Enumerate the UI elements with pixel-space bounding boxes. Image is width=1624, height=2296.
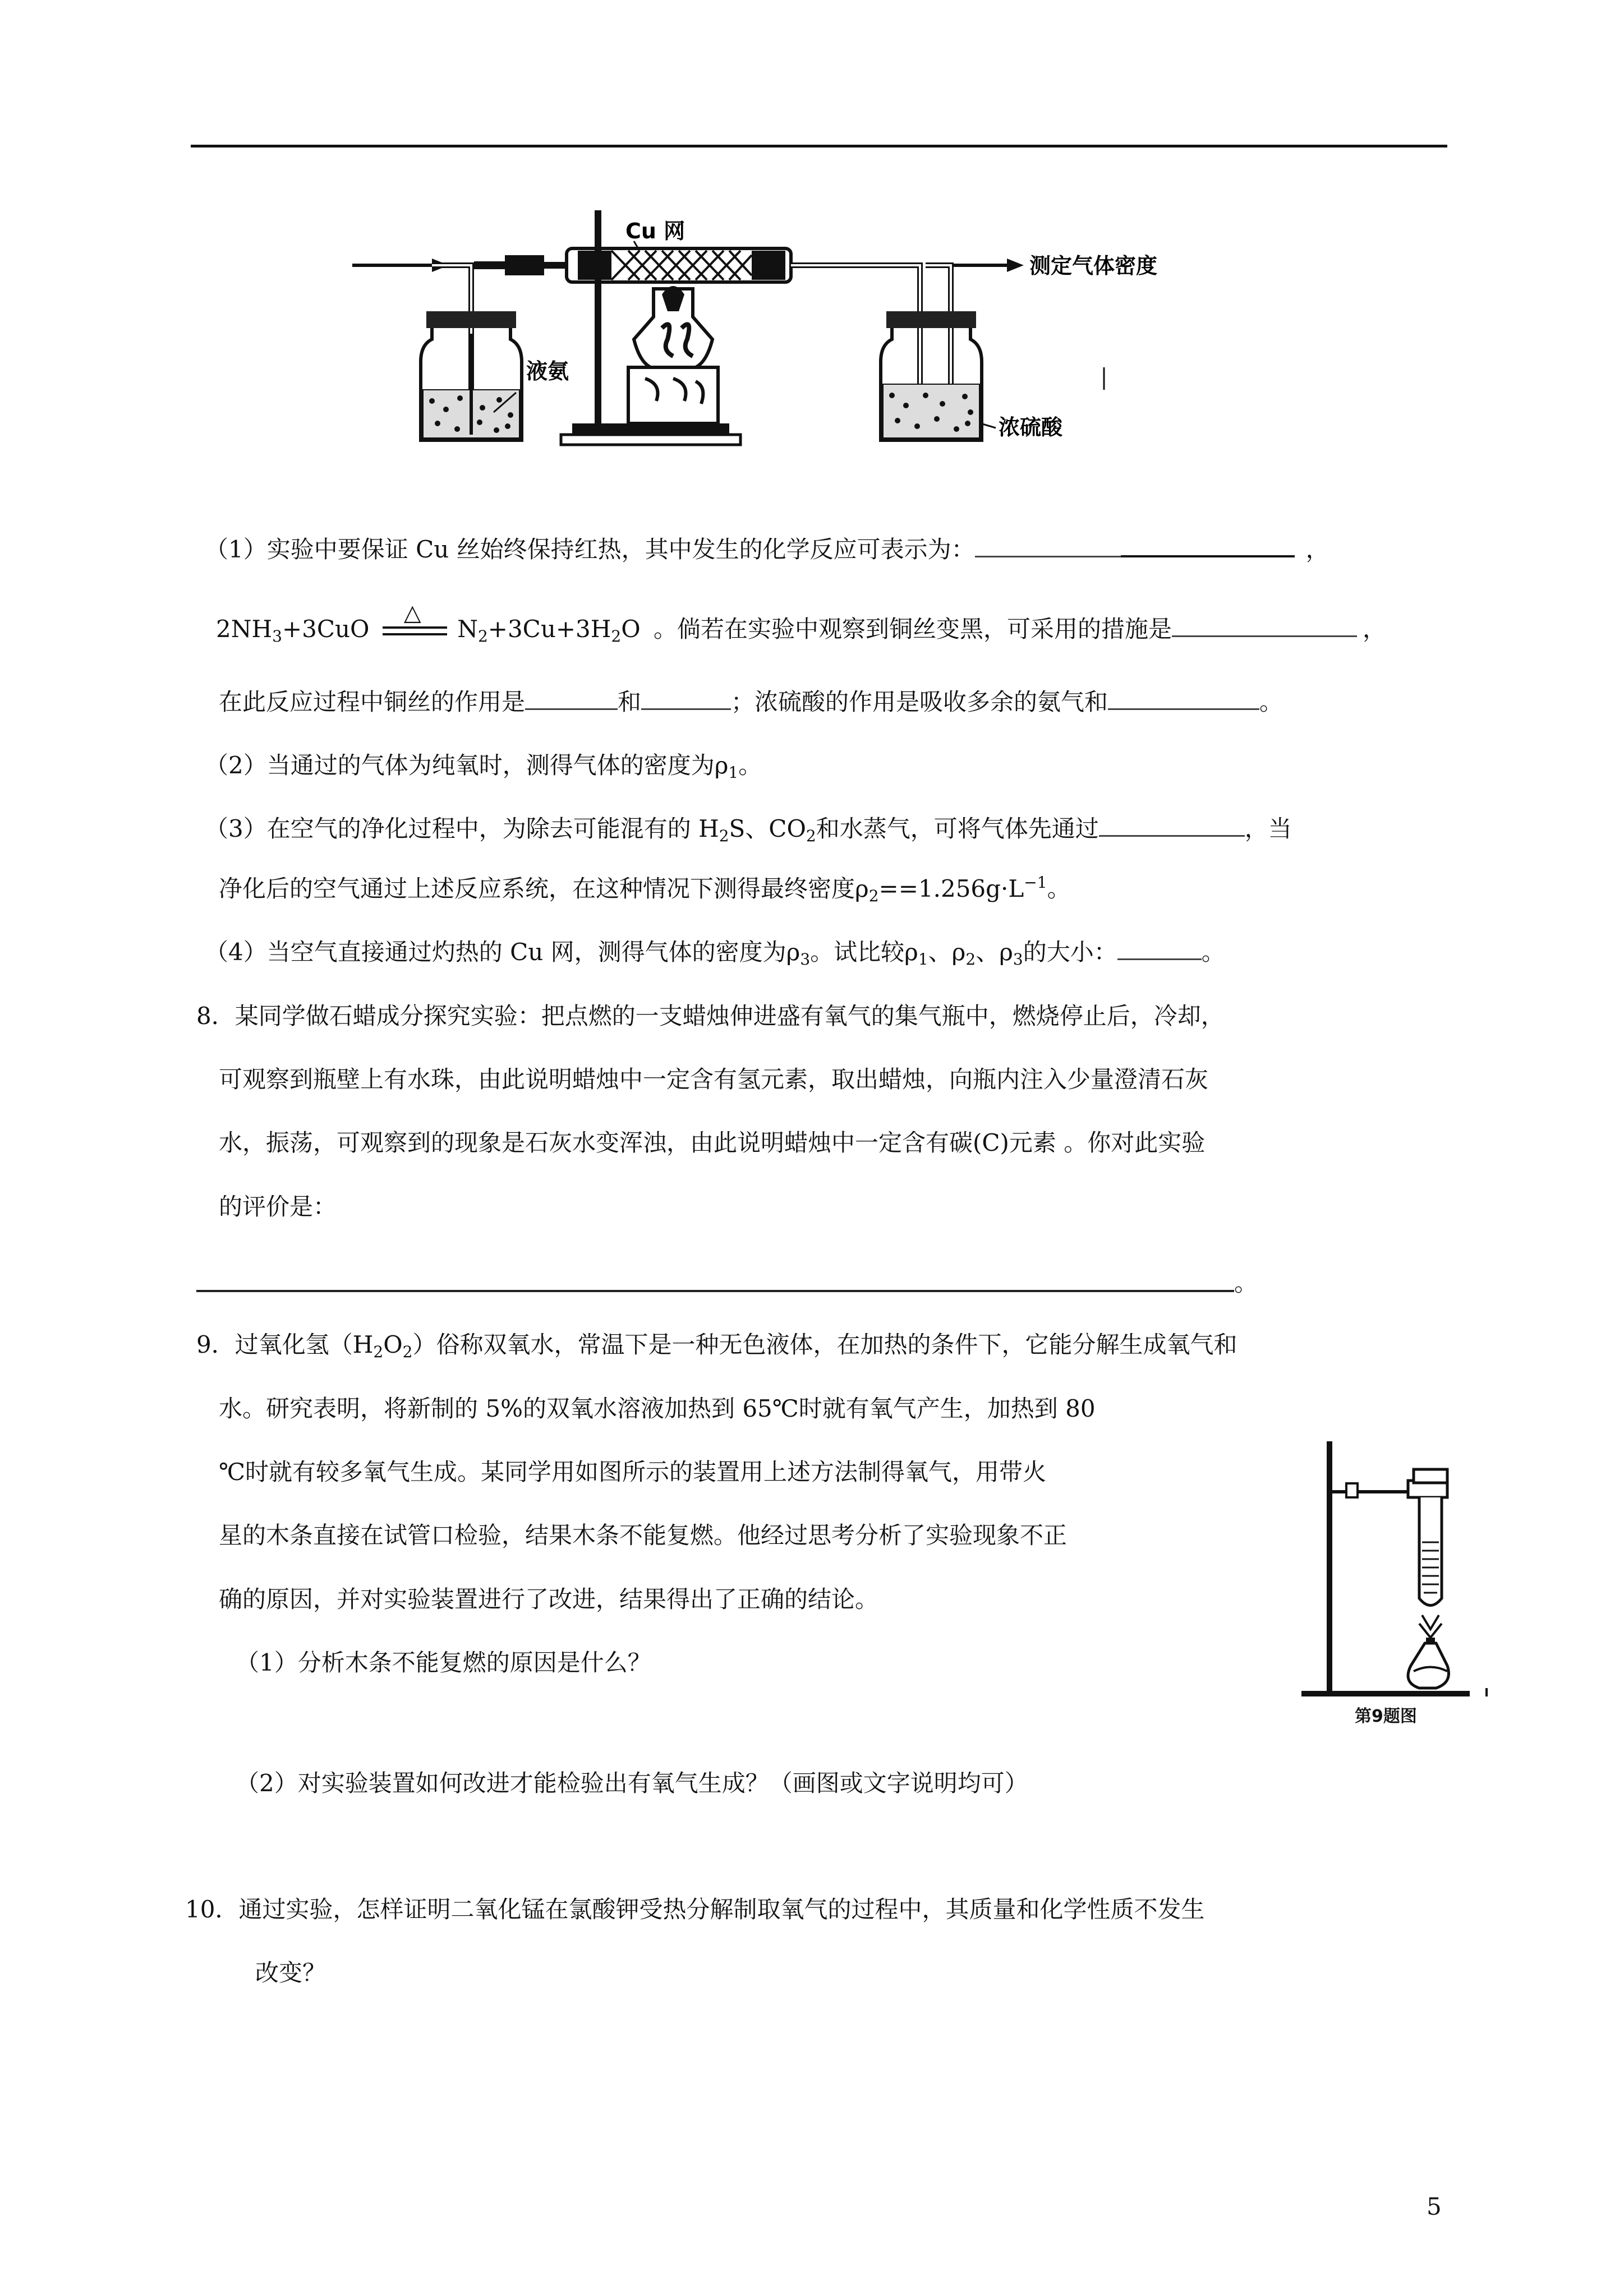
- q9-line1-sub2: 2: [402, 1343, 413, 1361]
- q7-part3-density-end: 。: [1047, 875, 1071, 902]
- q7-part3-line1: [205, 812, 1292, 846]
- q9-line4: 星的木条直接在试管口检验，结果木条不能复燃。他经过思考分析了实验现象不正: [219, 1522, 1068, 1549]
- q8-line2: 可观察到瓶壁上有水珠，由此说明蜡烛中一定含有氢元素，取出蜡烛，向瓶内注入少量澄清石灰: [219, 1066, 1209, 1093]
- q9-line1: [196, 1328, 1237, 1362]
- q9-line5: 确的原因，并对实验装置进行了改进，结果得出了正确的结论。: [219, 1585, 879, 1613]
- q7-part3-density-sub: 2: [868, 887, 879, 905]
- q7-part2-text: （2）当通过的气体为纯氧时，测得气体的密度为ρ: [205, 751, 729, 779]
- q7-part4-size: 的大小：: [1023, 938, 1117, 966]
- q7-part1-line3: [219, 685, 1283, 719]
- q7-part4: [205, 935, 1225, 969]
- q7-part4-sep1: 、ρ: [928, 938, 966, 966]
- q7-part2-sub: 1: [728, 763, 739, 782]
- q8-blank-end: 。: [1234, 1269, 1258, 1297]
- q9-line3: ℃时就有较多氧气生成。某同学用如图所示的装置用上述方法制得氧气，用带火: [219, 1458, 1046, 1486]
- apparatus-figure: [348, 199, 1158, 457]
- q9-line1-b: O: [383, 1331, 403, 1358]
- q7-part4-compare: 。试比较ρ: [810, 938, 918, 966]
- q7-part1-line3-end: 。: [1259, 688, 1283, 716]
- q7-part3-density-text: 净化后的空气通过上述反应系统，在这种情况下测得最终密度ρ: [219, 875, 869, 902]
- q7-part4-blank: [1117, 936, 1202, 960]
- q7-part3-text2: S、CO: [729, 815, 806, 842]
- q7-part1-equation-line: [216, 600, 1387, 648]
- q7-part4-sep2: 、ρ: [976, 938, 1013, 966]
- q7-part1-blank-role2: [641, 686, 731, 710]
- q7-part3-line2: [219, 872, 1071, 906]
- q8-line1: 8．某同学做石蜡成分探究实验：把点燃的一支蜡烛伸进盛有氧气的集气瓶中，燃烧停止后，冷却，: [196, 1002, 1225, 1030]
- q7-part1-sulfuric-text: ；浓硫酸的作用是吸收多余的氨气和: [731, 688, 1108, 716]
- q7-part1-blank-sulfuric: [1108, 686, 1259, 710]
- q7-part1-and: 和: [618, 688, 642, 716]
- q7-part3-density-sup: −1: [1024, 873, 1047, 892]
- q7-part1-blank-role1: [525, 686, 618, 710]
- q7-part1-blank-a: [975, 533, 1121, 557]
- q7-part1-blank-measure: [1172, 613, 1357, 637]
- label-cu-net: Cu 网: [625, 219, 686, 243]
- q9-line2: 水。研究表明，将新制的 5%的双氧水溶液加热到 65℃时就有氧气产生，加热到 80: [219, 1395, 1096, 1422]
- q9-line1-a: 9．过氧化氢（H: [196, 1331, 374, 1358]
- q9-sub1: （1）分析木条不能复燃的原因是什么？: [236, 1649, 651, 1676]
- q7-part2-end: 。: [738, 751, 762, 779]
- q7-part3-sub1: 2: [719, 827, 729, 845]
- q7-part1-measure-text: 。倘若在实验中观察到铜丝变黑，可采用的措施是: [654, 615, 1172, 643]
- label-measure-density: 测定气体密度: [1029, 253, 1158, 278]
- q7-part1-copper-role-text: 在此反应过程中铜丝的作用是: [219, 688, 526, 716]
- q7-part4-sub-b: 1: [918, 950, 928, 969]
- label-conc-sulfuric-acid: 浓硫酸: [999, 415, 1063, 440]
- q7-part3-sub2: 2: [806, 827, 816, 845]
- q7-part4-end: 。: [1201, 938, 1225, 966]
- equation-right: $N_2+3Cu+3H_2O$: [457, 615, 641, 646]
- q7-part1-blank-b: [1121, 533, 1295, 557]
- q7-part3-density-value: ==1.256g·L: [878, 875, 1024, 902]
- q7-part1-measure-end: ，: [1363, 615, 1387, 643]
- equation-left: $2NH_3+3CuO$: [216, 615, 370, 646]
- q8-answer-blank: [196, 1290, 1234, 1292]
- q7-part3-end: ，当: [1244, 815, 1292, 842]
- q8-line3: 水，振荡，可观察到的现象是石灰水变浑浊，由此说明蜡烛中一定含有碳(C)元素 。你对此实验: [219, 1129, 1206, 1156]
- q9-figure-caption: 第9题图: [1355, 1707, 1417, 1726]
- q7-part4-sub-a: 3: [800, 950, 811, 969]
- q7-part4-sub-d: 3: [1013, 950, 1023, 969]
- q7-part2: [205, 749, 762, 782]
- q8-line4: 的评价是：: [219, 1193, 337, 1220]
- q7-part3-text3: 和水蒸气，可将气体先通过: [816, 815, 1099, 842]
- q10-line2: 改变？: [255, 1959, 326, 1986]
- q9-line1-c: ）俗称双氧水，常温下是一种无色液体，在加热的条件下，它能分解生成氧气和: [412, 1331, 1237, 1358]
- q9-apparatus-figure: [1301, 1436, 1492, 1699]
- q7-part4-text: （4）当空气直接通过灼热的 Cu 网，测得气体的密度为ρ: [205, 938, 801, 966]
- q7-part1-text: （1）实验中要保证 Cu 丝始终保持红热，其中发生的化学反应可表示为：: [205, 536, 975, 563]
- label-liquid-ammonia: 液氨: [526, 359, 569, 384]
- q7-part3-text1: （3）在空气的净化过程中，为除去可能混有的 H: [205, 815, 719, 842]
- q10-line1: 10．通过实验，怎样证明二氧化锰在氯酸钾受热分解制取氧气的过程中，其质量和化学性质不发生: [185, 1896, 1205, 1923]
- heat-condition-sign: [377, 600, 450, 648]
- q7-part3-blank: [1099, 813, 1245, 837]
- q7-part1-end: ，: [1305, 536, 1329, 563]
- q9-sub2: （2）对实验装置如何改进才能检验出有氧气生成？（画图或文字说明均可）: [236, 1769, 1028, 1797]
- page-number: 5: [1427, 2193, 1442, 2220]
- q7-part4-sub-c: 2: [965, 950, 976, 969]
- header-rule: [191, 145, 1447, 147]
- delta-symbol: △: [403, 600, 421, 626]
- q7-part1-line1: [205, 533, 1329, 566]
- q9-line1-sub1: 2: [373, 1343, 384, 1361]
